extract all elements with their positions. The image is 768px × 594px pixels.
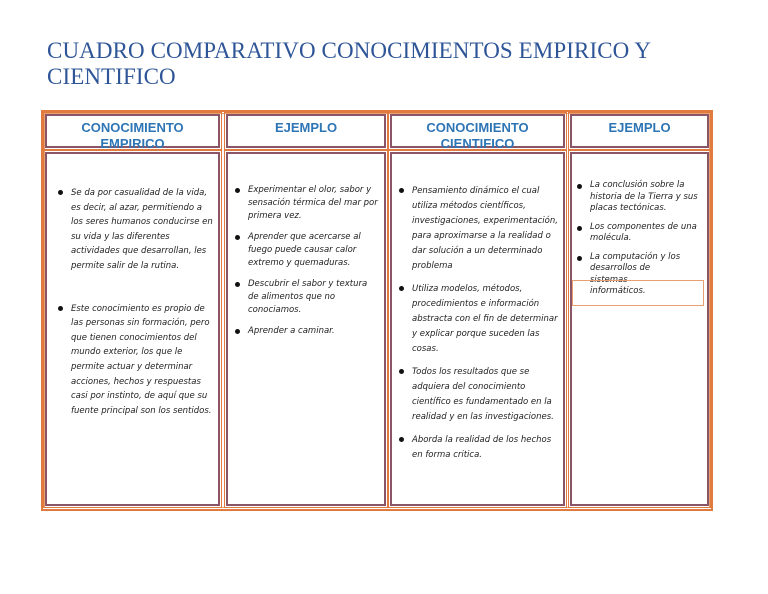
list-item: Utiliza modelos, métodos, procedimientos e información abstracta con el fin de determinar y explicar porque suceden las cosas.	[398, 282, 559, 357]
list-item: Los componentes de una molécula.	[576, 222, 703, 245]
list-item: La conclusión sobre la historia de la Tierra y sus placas tectónicas.	[576, 180, 703, 215]
list-ejemplo-empirico	[234, 184, 380, 338]
list-item: Pensamiento dinámico el cual utiliza métodos científicos, investigaciones, experimentación, para aproximarse a la realidad o dar solución a un determinado problema	[398, 184, 559, 274]
header-label: EJEMPLO	[274, 120, 338, 135]
list-empirico	[57, 186, 214, 418]
header-label: CONOCIMIENTO EMPIRICO	[81, 120, 184, 151]
header-ejemplo-empirico	[226, 114, 386, 148]
header-conocimiento-cientifico	[390, 114, 565, 151]
column-ejemplo-cientifico	[570, 152, 709, 506]
column-conocimiento-cientifico	[390, 152, 565, 506]
list-item: Aprender a caminar.	[234, 325, 380, 338]
list-cientifico	[398, 184, 559, 463]
list-item: Todos los resultados que se adquiera del conocimiento científico es fundamentado en la realidad y en las investigaciones.	[398, 365, 559, 425]
list-item: Descubrir el sabor y textura de alimentos que no conociamos.	[234, 278, 380, 317]
header-ejemplo-cientifico	[570, 114, 709, 148]
list-item: Este conocimiento es propio de las personas sin formación, pero que tienen conocimientos del mundo exterior, los que le permite actuar y determinar acciones, hechos y respuestas casi por instinto, de aquí que su fuente principal son los sentidos.	[57, 302, 214, 419]
header-label: CONOCIMIENTO CIENTIFICO	[426, 120, 529, 151]
list-item: Aprender que acercarse al fuego puede causar calor extremo y quemaduras.	[234, 231, 380, 270]
list-item: Se da por casualidad de la vida, es decir, al azar, permitiendo a los seres humanos conducirse en su vida y las diferentes actividades que desarrollan, les permite salir de la rutina.	[57, 186, 214, 274]
header-conocimiento-empirico	[45, 114, 220, 151]
column-conocimiento-empirico	[45, 152, 220, 506]
list-item: La computación y los desarrollos de sistemas informáticos.	[576, 252, 703, 298]
document-title: CUADRO COMPARATIVO CONOCIMIENTOS EMPIRICO Y CIENTIFICO	[47, 38, 651, 89]
column-ejemplo-empirico	[226, 152, 386, 506]
list-item: Experimentar el olor, sabor y sensación térmica del mar por primera vez.	[234, 184, 380, 223]
header-label: EJEMPLO	[608, 120, 671, 135]
list-item: Aborda la realidad de los hechos en forma critica.	[398, 433, 559, 463]
highlight-box	[572, 280, 704, 306]
